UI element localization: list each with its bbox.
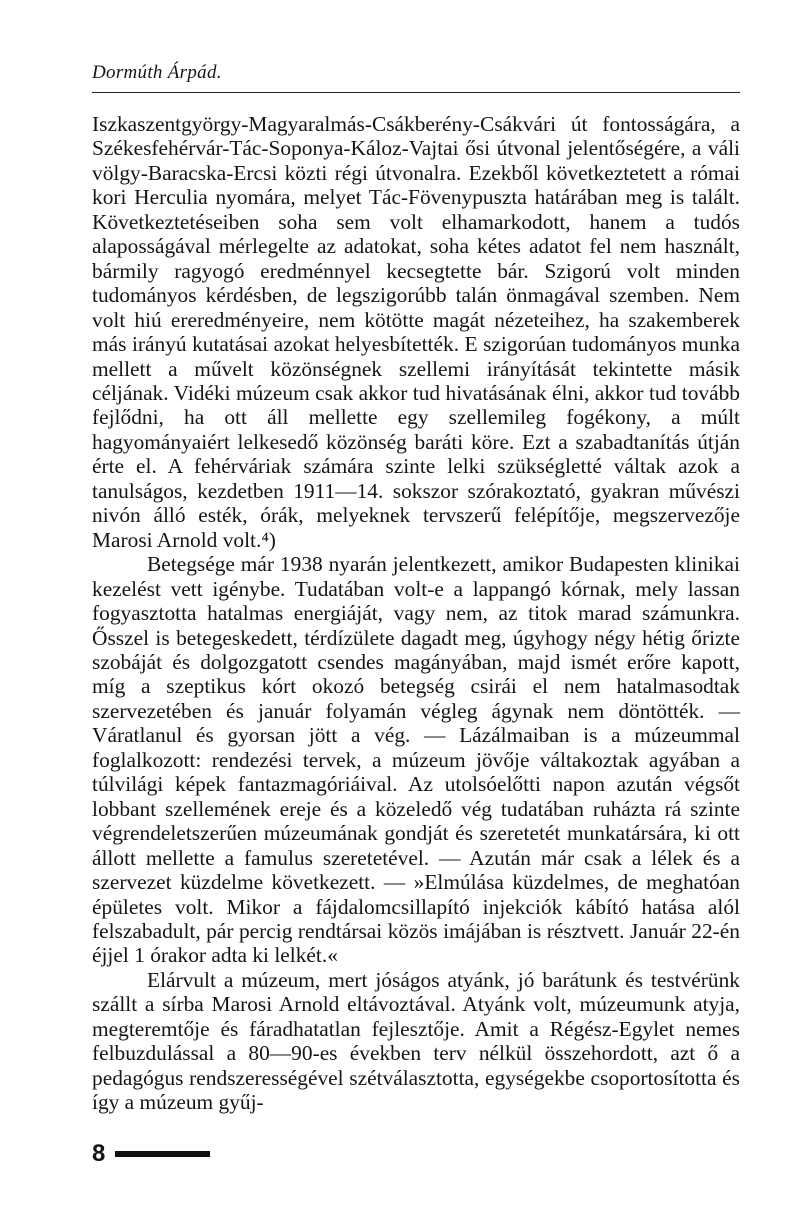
header-rule (92, 92, 740, 93)
body-text (92, 112, 740, 1115)
paragraph: Elárvult a múzeum, mert jóságos atyánk, jó barátunk és testvérünk szállt a sírba Marosi Arnold eltávoztával. Atyánk volt, múzeumunk atyja, megteremtője és fáradhatatlan fejlesztője. Amit a Régész-Egylet nemes felbuzdulással a 80—90-es években terv nélkül összehordott, azt ő a pedagógus rendszerességével szétválasztotta, egységekbe csoportosította és így a múzeum gyűj- (92, 967, 740, 1115)
page-footer (92, 1140, 210, 1168)
paragraph: Iszkaszentgyörgy-Magyaralmás-Csákberény-Csákvári út fontosságára, a Székesfehérvár-Tác-Soponya-Káloz-Vajtai ősi útvonal jelentőségére, a váli völgy-Baracska-Ercsi közti régi útvonalra. Ezekből következtetett a római kori Herculia nyomára, melyet Tác-Fövenypuszta határában meg is talált. Következtetéseiben soha sem volt elhamarkodott, hanem a tudós alaposságával mérlegelte az adatokat, soha kétes adatot fel nem használt, bármily ragyogó eredménnyel kecsegtette bár. Szigorú volt minden tudományos kérdésben, de legszigorúbb talán önmagával szemben. Nem volt hiú ereredményeire, nem kötötte magát nézeteihez, ha szakemberek más irányú kutatásai azokat helyesbítették. E szigorúan tudományos munka mellett a művelt közönségnek szellemi irányítását tekintette másik céljának. Vidéki múzeum csak akkor tud hivatásának élni, akkor tud tovább fejlődni, ha ott áll mellette egy szellemileg fogékony, a múlt hagyományaiért lelkesedő közönség baráti köre. Ezt a szabadtanítás útján érte el. A fehérváriak számára szinte lelki szükségletté váltak azok a tanulságos, kezdetben 1911—14. sokszor szórakoztató, gyakran művészi nivón álló esték, órák, melyeknek tervszerű felépítője, megszervezője Marosi Arnold volt.⁴) (92, 112, 740, 552)
paragraph: Betegsége már 1938 nyarán jelentkezett, amikor Budapesten klinikai kezelést vett igénybe. Tudatában volt-e a lappangó kórnak, mely lassan fogyasztotta hatalmas energiáját, vagy nem, az titok marad számunkra. Ősszel is betegeskedett, térdízülete dagadt meg, úgyhogy négy hétig őrizte szobáját és dolgozgatott csendes magányában, majd ismét erőre kapott, míg a szeptikus kórt okozó betegség csirái el nem hatalmasodtak szervezetében és január folyamán végleg ágynak nem döntötték. — Váratlanul és gyorsan jött a vég. — Lázálmaiban is a múzeummal foglalkozott: rendezési tervek, a múzeum jövője váltakoztak agyában a túlvilági képek fantazmagóriáival. Az utolsóelőtti napon azután végsőt lobbant szellemének ereje és a közeledő vég tudatában ruházta rá szinte végrendeletszerűen múzeumának gondját és szeretetét munkatársára, ki ott állott mellette a famulus szeretetével. — Azután már csak a lélek és a szervezet küzdelme következett. — »Elmúlása küzdelmes, de meghatóan épületes volt. Mikor a fájdalomcsillapító injekciók kábító hatása alól felszabadult, pár percig rendtársai közös imájában is résztvett. Január 22-én éjjel 1 órakor adta ki lelkét.« (92, 552, 740, 968)
page-header: Dormúth Árpád. (92, 62, 222, 83)
page-number: 8 (92, 1140, 106, 1167)
footer-bar (115, 1151, 210, 1157)
